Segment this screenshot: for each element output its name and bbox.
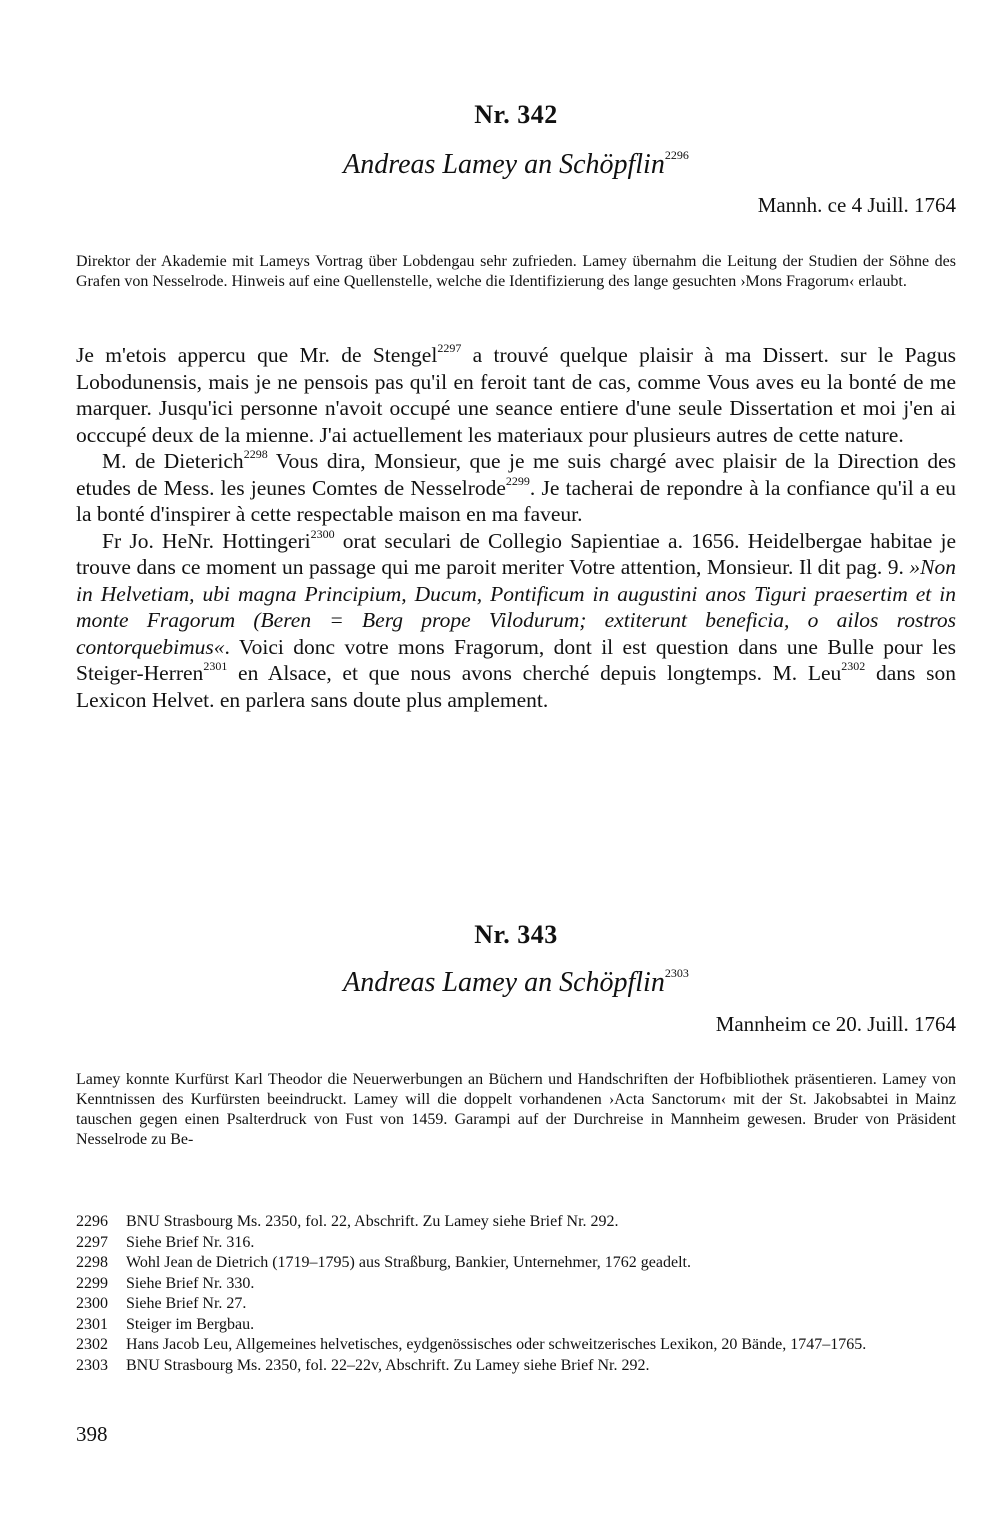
footnote-ref: 2297	[437, 341, 462, 355]
letter-title: Andreas Lamey an Schöpflin$^{2296}$	[343, 148, 689, 180]
footnote: 2303 BNU Strasbourg Ms. 2350, fol. 22–22v, Abschrift. Zu Lamey siehe Brief Nr. 292.	[76, 1356, 650, 1374]
footnote-ref: 2298	[243, 447, 268, 461]
page-number: 398	[76, 1422, 108, 1446]
footnote: 2298 Wohl Jean de Dietrich (1719–1795) aus Straßburg, Bankier, Unternehmer, 1762 geadelt.	[76, 1254, 691, 1271]
letter-summary: Direktor der Akademie mit Lameys Vortrag über Lobdengau sehr zufrieden. Lamey übernahm die Leitung der Studien der Söhne des Grafen von Nesselrode. Hinweis auf eine Quellenstelle, welche die Identifizierung des lange gesuchten ›Mons Fragorum‹ erlaubt.	[76, 253, 956, 290]
letter-body	[76, 342, 956, 713]
footnotes	[76, 1212, 956, 1376]
footnote: 2302 Hans Jacob Leu, Allgemeines helvetisches, eydgenössisches oder schweitzerisches Lexikon, 20 Bände, 1747–1765.	[76, 1336, 867, 1353]
footnote-ref: 2299	[505, 473, 530, 488]
letter-number: Nr. 342	[474, 100, 558, 129]
footnote: 2299 Siehe Brief Nr. 330.	[76, 1274, 255, 1292]
paragraph: Fr Jo. HeNr. Hottingeri$^{2300}$ orat seculari de Collegio Sapientiae a. 1656. Heidelbergae habitae je trouve dans ce moment un passage qui me paroit meriter Votre attention, Monsieur. Il dit pag. 9. »Non in Helvetiam, ubi magna Principium, Ducum, Pontificum in augustini anos Tiguri praesertim et in monte Fragorum (Beren = Berg prope Vilodurum; extiterunt beneficia, o ailos rostros contorquebimus«. Voici donc votre mons Fragorum, dont il est question dans une Bulle pour les Steiger-Herren$^{2301}$ en Alsace, et que nous avons cherché depuis longtemps. M. Leu$^{2302}$ dans son Lexicon Helvet. en parlera sans doute plus amplement.	[76, 526, 956, 712]
footnote-ref: 2300	[310, 526, 335, 541]
paragraph: Je m'etois appercu que Mr. de Stengel$^{2297}$ a trouvé quelque plaisir à ma Dissert. sur le Pagus Lobodunensis, mais je ne pensois pas qu'il en feroit tant de cas, comme Vous aves eu la bonté de me marquer. Jusqu'ici personne n'avoit occupé une seance entiere d'une seule Dissertation et moi j'en ai occcupé deux de la mienne. J'ai actuellement les materiaux pour plusieurs autres de cette nature.	[76, 341, 956, 447]
paragraph: M. de Dieterich$^{2298}$ Vous dira, Monsieur, que je me suis chargé avec plaisir de la Direction des etudes de Mess. les jeunes Comtes de Nesselrode$^{2299}$. Je tacherai de repondre à la confiance qu'il a eu la bonté d'inspirer à cette respectable maison en ma faveur.	[76, 447, 956, 526]
footnote: 2300 Siehe Brief Nr. 27.	[76, 1295, 247, 1312]
footnote-ref: 2302	[841, 659, 866, 673]
footnote: 2296 BNU Strasbourg Ms. 2350, fol. 22, Abschrift. Zu Lamey siehe Brief Nr. 292.	[76, 1213, 619, 1230]
letter-number: Nr. 343	[474, 920, 558, 949]
footnote-ref: 2301	[203, 659, 228, 673]
footnote-ref: 2296	[664, 148, 689, 162]
dateline: Mannh. ce 4 Juill. 1764	[757, 193, 956, 217]
footnote-ref: 2303	[664, 966, 689, 980]
letter-summary: Lamey konnte Kurfürst Karl Theodor die Neuerwerbungen an Büchern und Handschriften der Hofbibliothek präsentieren. Lamey von Kenntnissen des Kurfürsten beeindruckt. Lamey will die doppelt vorhandenen ›Acta Sanctorum‹ mit der St. Jakobsabtei in Mainz tauschen gegen einen Psalterdruck von Fust von 1459. Garampi auf der Durchreise in Mannheim gewesen. Bruder von Präsident Nesselrode zu Be-	[76, 1071, 956, 1148]
book-page	[76, 0, 956, 1531]
dateline: Mannheim ce 20. Juill. 1764	[715, 1012, 956, 1036]
footnote: 2297 Siehe Brief Nr. 316.	[76, 1233, 255, 1251]
footnote: 2301 Steiger im Bergbau.	[76, 1315, 255, 1333]
letter-title: Andreas Lamey an Schöpflin$^{2303}$	[343, 966, 689, 998]
latin-quote: »Non in Helvetiam, ubi magna Principium, Ducum, Pontificum in augustini anos Tiguri praesertim et in monte Fragorum (Beren = Berg prope Vilodurum; extiterunt beneficia, o ailos rostros contorquebimus«	[76, 555, 956, 659]
